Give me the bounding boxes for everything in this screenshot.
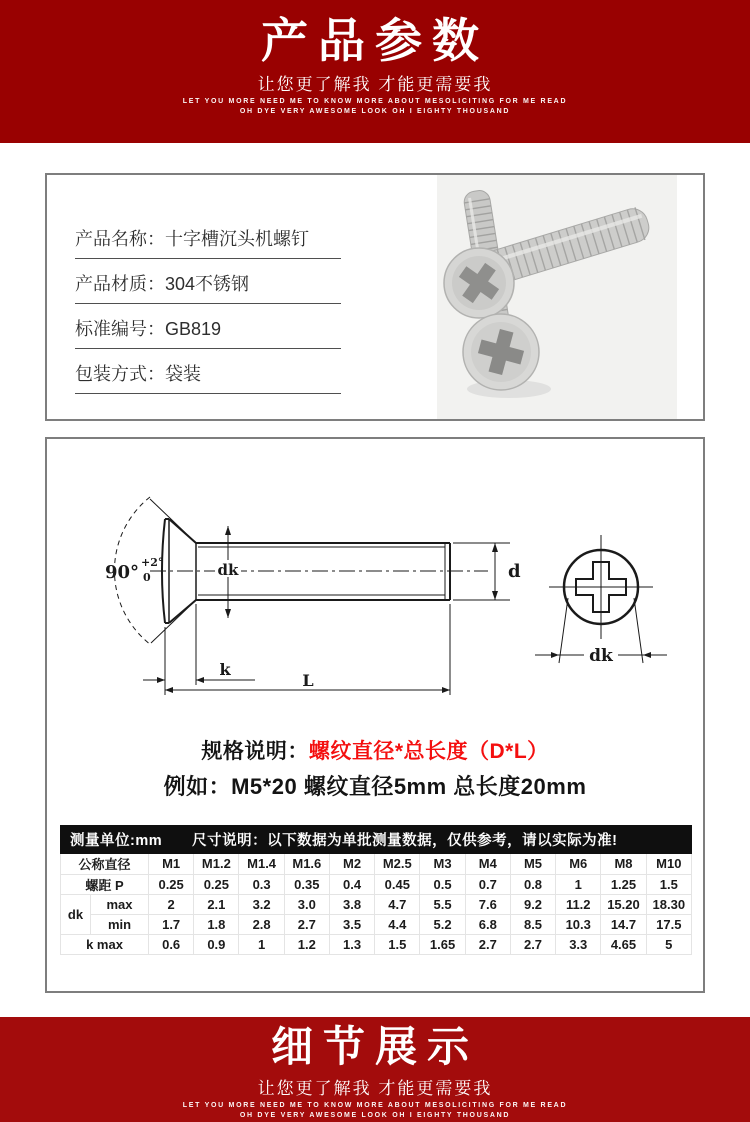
table-cell: 2.7 — [510, 934, 555, 954]
angle-tolerance-upper: +2° — [141, 556, 164, 569]
top-view-diameter-label: dk — [589, 646, 613, 666]
screw-top-view — [535, 535, 667, 663]
angle-label: 90° — [104, 562, 139, 583]
head-height-label: k — [219, 660, 231, 679]
info-value: 袋装 — [165, 364, 201, 384]
table-cell: 1.7 — [149, 914, 194, 934]
spec-box — [45, 437, 705, 993]
table-note: 尺寸说明：以下数据为单批测量数据，仅供参考，请以实际为准! — [192, 833, 618, 849]
table-cell: 14.7 — [601, 914, 646, 934]
spec-formula: 螺纹直径*总长度（D*L） — [308, 740, 549, 763]
table-row — [61, 854, 692, 874]
detail-section-title: 细节展示 — [270, 1023, 479, 1070]
table-cell: 5.2 — [420, 914, 465, 934]
table-cell: 0.7 — [465, 874, 510, 894]
table-cell: 3.3 — [556, 934, 601, 954]
table-cell: 3.2 — [239, 894, 284, 914]
table-cell: 2.7 — [465, 934, 510, 954]
table-cell: M1.6 — [284, 854, 329, 874]
table-row-label: max — [91, 894, 149, 914]
info-row-standard — [75, 315, 341, 349]
table-cell: 0.35 — [284, 874, 329, 894]
table-cell: M2.5 — [375, 854, 420, 874]
table-cell: 2.7 — [284, 914, 329, 934]
screw-head-lower — [463, 314, 539, 390]
table-row — [61, 894, 692, 914]
info-label: 标准编号： — [75, 319, 165, 339]
banner-subtitle: 让您更了解我 才能更需要我 — [257, 75, 493, 95]
table-cell: 7.6 — [465, 894, 510, 914]
table-cell: 0.25 — [194, 874, 239, 894]
table-row-label: min — [91, 914, 149, 934]
table-header-bar — [60, 825, 692, 854]
table-cell: 5 — [646, 934, 691, 954]
table-cell: M8 — [601, 854, 646, 874]
table-cell: M6 — [556, 854, 601, 874]
info-value: 304不锈钢 — [165, 274, 250, 294]
info-label: 产品材质： — [75, 274, 165, 294]
table-cell: 1.3 — [329, 934, 374, 954]
table-cell: M4 — [465, 854, 510, 874]
table-row-label: dk — [61, 894, 91, 934]
product-photo — [437, 175, 677, 419]
info-row-packing — [75, 360, 341, 394]
screw-head-upper — [444, 248, 514, 318]
head-diameter-label: dk — [217, 561, 239, 579]
table-cell: 1.25 — [601, 874, 646, 894]
table-cell: 1.8 — [194, 914, 239, 934]
table-cell: 1.65 — [420, 934, 465, 954]
info-value: GB819 — [165, 319, 222, 339]
product-info-list — [75, 225, 341, 405]
spec-description — [47, 735, 703, 765]
table-cell: 4.4 — [375, 914, 420, 934]
table-cell: 2.8 — [239, 914, 284, 934]
technical-drawing — [47, 459, 703, 739]
info-row-material — [75, 270, 341, 304]
table-cell: 17.5 — [646, 914, 691, 934]
spec-heading: 规格说明： — [201, 740, 309, 763]
table-cell: 0.8 — [510, 874, 555, 894]
table-cell: 1 — [239, 934, 284, 954]
table-cell: 3.8 — [329, 894, 374, 914]
banner-english-line1: LET YOU MORE NEED ME TO KNOW MORE ABOUT MESOLICITING FOR ME READ — [182, 1102, 568, 1110]
table-cell: 1.5 — [375, 934, 420, 954]
table-cell: 0.4 — [329, 874, 374, 894]
table-cell: 2 — [149, 894, 194, 914]
table-cell: 3.5 — [329, 914, 374, 934]
table-cell: M5 — [510, 854, 555, 874]
banner-english-line1: LET YOU MORE NEED ME TO KNOW MORE ABOUT MESOLICITING FOR ME READ — [182, 98, 568, 106]
table-cell: 10.3 — [556, 914, 601, 934]
spec-example: 例如：M5*20 螺纹直径5mm 总长度20mm — [163, 774, 587, 799]
table-cell: 0.9 — [194, 934, 239, 954]
table-cell: 2.1 — [194, 894, 239, 914]
angle-tolerance-lower: 0 — [143, 571, 151, 584]
table-cell: 4.65 — [601, 934, 646, 954]
product-info-box — [45, 173, 705, 421]
bottom-banner — [0, 1017, 750, 1122]
measure-unit-label: 测量单位:mm — [70, 833, 163, 849]
table-row-label: 螺距 P — [61, 874, 149, 894]
table-cell: 9.2 — [510, 894, 555, 914]
dimension-arrows — [157, 526, 498, 693]
table-cell: M1.2 — [194, 854, 239, 874]
banner-english-line2: OH DYE VERY AWESOME LOOK OH I EIGHTY THOUSAND — [239, 1112, 511, 1120]
info-row-name — [75, 225, 341, 259]
table-cell: 8.5 — [510, 914, 555, 934]
page-title: 产品参数 — [261, 14, 489, 67]
shaft-diameter-label: d — [508, 561, 521, 582]
table-row — [61, 874, 692, 894]
table-cell: 4.7 — [375, 894, 420, 914]
table-cell: M10 — [646, 854, 691, 874]
table-cell: 0.25 — [149, 874, 194, 894]
table-cell: 1 — [556, 874, 601, 894]
dimension-table — [60, 854, 692, 955]
table-cell: 1.5 — [646, 874, 691, 894]
info-label: 产品名称： — [75, 229, 165, 249]
table-cell: M1.4 — [239, 854, 284, 874]
table-cell: 6.8 — [465, 914, 510, 934]
table-cell: 0.45 — [375, 874, 420, 894]
table-row — [61, 934, 692, 954]
table-cell: M2 — [329, 854, 374, 874]
info-value: 十字槽沉头机螺钉 — [165, 229, 309, 249]
length-label: L — [302, 671, 314, 690]
table-cell: 0.6 — [149, 934, 194, 954]
banner-subtitle: 让您更了解我 才能更需要我 — [257, 1079, 493, 1099]
table-cell: 0.3 — [239, 874, 284, 894]
table-cell: 1.2 — [284, 934, 329, 954]
table-cell: 0.5 — [420, 874, 465, 894]
table-cell: 11.2 — [556, 894, 601, 914]
table-cell: 15.20 — [601, 894, 646, 914]
info-label: 包装方式： — [75, 364, 165, 384]
table-cell: M1 — [149, 854, 194, 874]
table-cell: 5.5 — [420, 894, 465, 914]
dimension-table-section — [60, 825, 692, 955]
table-row — [61, 914, 692, 934]
banner-english-line2: OH DYE VERY AWESOME LOOK OH I EIGHTY THOUSAND — [239, 108, 511, 116]
table-cell: 18.30 — [646, 894, 691, 914]
table-row-label: 公称直径 — [61, 854, 149, 874]
table-row-label: k max — [61, 934, 149, 954]
table-cell: M3 — [420, 854, 465, 874]
table-cell: 3.0 — [284, 894, 329, 914]
top-banner — [0, 0, 750, 143]
screw-side-view — [114, 497, 510, 695]
